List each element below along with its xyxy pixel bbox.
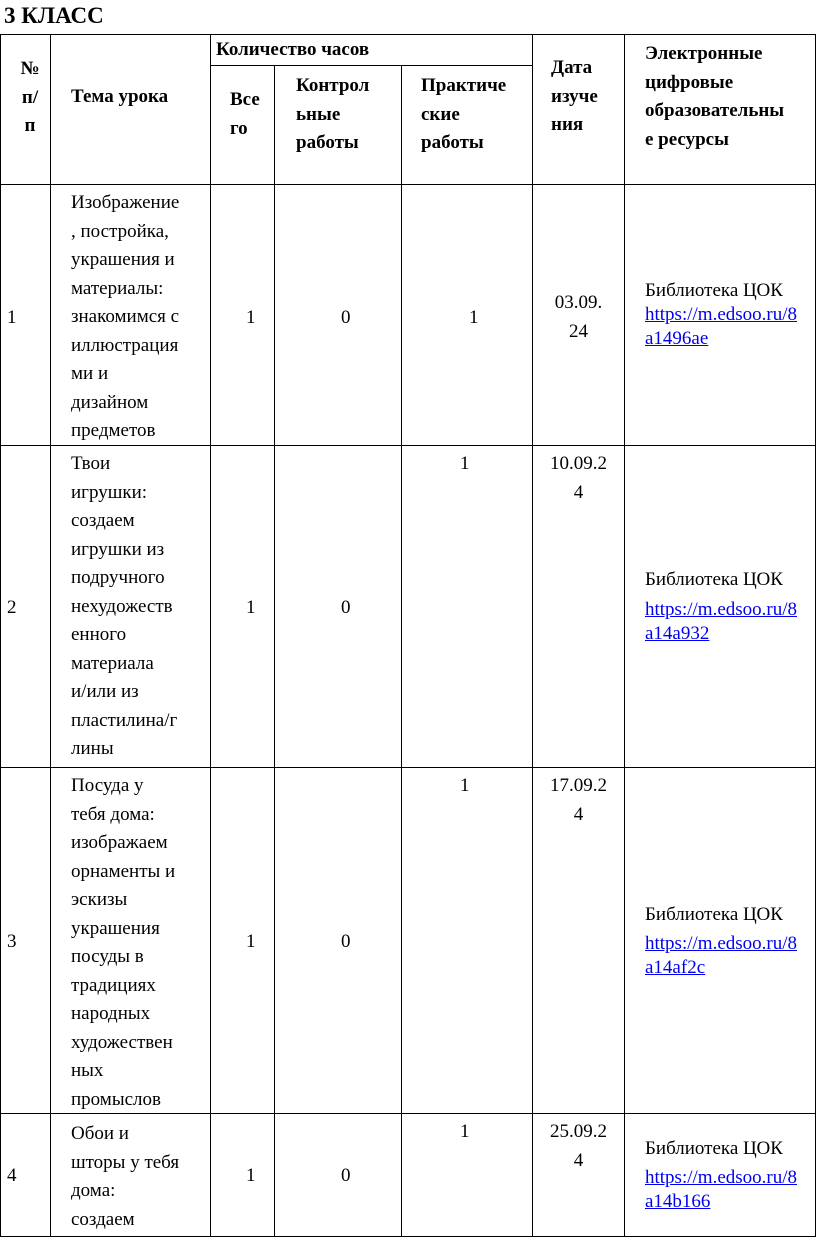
header-topic: Тема урока bbox=[71, 86, 169, 107]
header-hours: Количество часов bbox=[216, 39, 370, 60]
row3-control: 0 bbox=[341, 931, 351, 952]
col-border-1 bbox=[50, 34, 51, 1237]
header-control: Контрол ьные работы bbox=[296, 75, 370, 153]
row4-topic: Обои и шторы у тебя дома: создаем bbox=[71, 1123, 180, 1230]
row1-practical: 1 bbox=[469, 307, 479, 328]
row3-date: 17.09.2 4 bbox=[550, 775, 607, 825]
row1-library: Библиотека ЦОК bbox=[645, 280, 783, 301]
header-date: Дата изуче ния bbox=[551, 57, 598, 135]
row4-num: 4 bbox=[7, 1165, 17, 1186]
col-border-5 bbox=[532, 34, 533, 1237]
col-border-2 bbox=[210, 34, 211, 1237]
row3-resource-link[interactable]: https://m.edsoo.ru/8 a14af2c bbox=[645, 933, 797, 978]
row4-resource-link[interactable]: https://m.edsoo.ru/8 a14b166 bbox=[645, 1167, 797, 1212]
row3-practical: 1 bbox=[460, 775, 470, 796]
row1-control: 0 bbox=[341, 307, 351, 328]
table-border-bottom bbox=[0, 1236, 816, 1237]
row1-total: 1 bbox=[246, 307, 256, 328]
row4-total: 1 bbox=[246, 1165, 256, 1186]
header-num: № п/ п bbox=[20, 58, 40, 136]
col-border-3 bbox=[274, 65, 275, 1237]
header-bottom-line bbox=[0, 184, 816, 185]
row1-resource-link[interactable]: https://m.edsoo.ru/8 a1496ae bbox=[645, 304, 797, 349]
row4-practical: 1 bbox=[460, 1121, 470, 1142]
row2-num: 2 bbox=[7, 597, 17, 618]
header-resources: Электронные цифровые образовательны е ресурсы bbox=[645, 43, 785, 150]
col-border-0 bbox=[0, 34, 1, 1237]
row2-total: 1 bbox=[246, 597, 256, 618]
col-border-4 bbox=[401, 65, 402, 1237]
row2-practical: 1 bbox=[460, 453, 470, 474]
row3-num: 3 bbox=[7, 931, 17, 952]
row1-date: 03.09. 24 bbox=[554, 292, 603, 342]
table-border-top bbox=[0, 34, 816, 35]
row4-control: 0 bbox=[341, 1165, 351, 1186]
row3-library: Библиотека ЦОК bbox=[645, 904, 783, 925]
row1-num: 1 bbox=[7, 307, 17, 328]
col-border-6 bbox=[624, 34, 625, 1237]
row2-control: 0 bbox=[341, 597, 351, 618]
row3-total: 1 bbox=[246, 931, 256, 952]
header-total: Все го bbox=[230, 89, 260, 139]
row-divider-2 bbox=[0, 767, 816, 768]
row2-library: Библиотека ЦОК bbox=[645, 569, 783, 590]
page-title: 3 КЛАСС bbox=[4, 3, 104, 28]
row2-resource-link[interactable]: https://m.edsoo.ru/8 a14a932 bbox=[645, 599, 797, 644]
row2-topic: Твои игрушки: создаем игрушки из подручного нехудожеств енного материала и/или из пластилина/г лины bbox=[71, 453, 178, 759]
row4-date: 25.09.2 4 bbox=[550, 1121, 607, 1171]
row1-topic: Изображение , постройка, украшения и материалы: знакомимся с иллюстрация ми и дизайном предметов bbox=[71, 192, 180, 441]
row4-library: Библиотека ЦОК bbox=[645, 1138, 783, 1159]
row2-date: 10.09.2 4 bbox=[550, 453, 607, 503]
header-practical: Практиче ские работы bbox=[421, 75, 507, 153]
row3-topic: Посуда у тебя дома: изображаем орнаменты и эскизы украшения посуды в традициях народных художествен ных промыслов bbox=[71, 775, 176, 1110]
hours-subheader-line bbox=[210, 65, 532, 66]
